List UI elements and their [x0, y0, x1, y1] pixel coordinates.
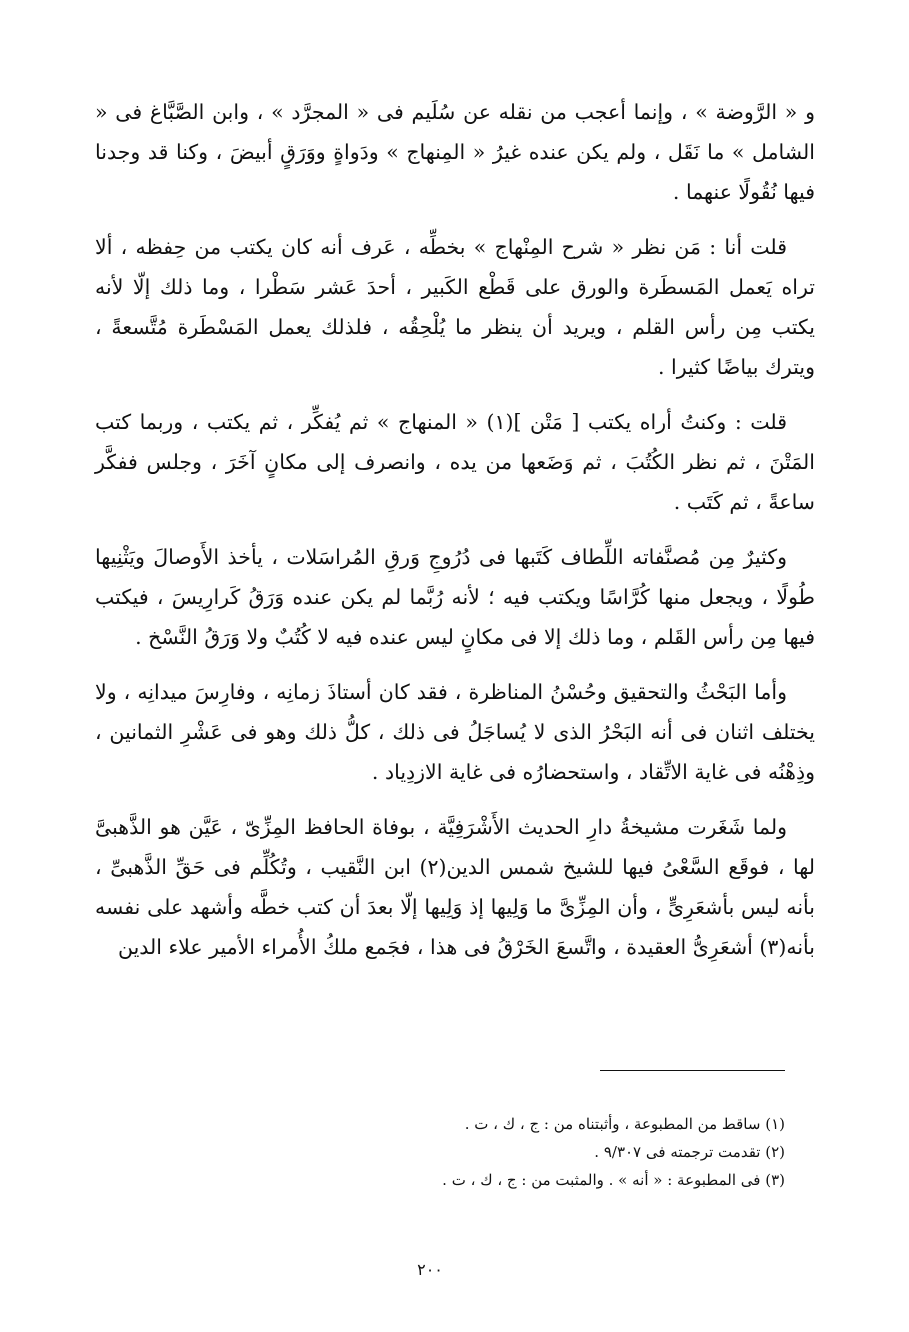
- paragraph-6: ولما شَغَرت مشيخةُ دارِ الحديث الأَشْرَفِيَّة ، بوفاة الحافظ المِزِّىّ ، عَيَّن هو الذَّهبىَّ لها ، فوقَع السَّعْىُ فيها للشيخ شمس الدين(٢) ابن النَّقيب ، وتُكُلِّم فى حَقِّ الذَّهبىِّ ، بأنه ليس بأشعَرِىٍّ ، وأن المِزِّىَّ ما وَلِيها إذ وَلِيها إلّا بعدَ أن كتب خطَّه وأشهد على نفسه بأنه(٣) أشعَرِىُّ العقيدة ، واتَّسعَ الخَرْقُ فى هذا ، فجَمع ملكُ الأُمراء الأمير علاء الدين: [95, 815, 816, 959]
- paragraph-1: و « الرَّوضة » ، وإنما أعجب من نقله عن سُلَيم فى « المجرَّد » ، وابن الصَّبَّاغ فى « الشامل » ما نَقَل ، ولم يكن عنده غيرُ « المِنهاج » ودَواةٍ ووَرَقٍ أبيضَ ، وكنا قد وجدنا فيها نُقُولًا عنهما .: [95, 100, 815, 204]
- footnote-2: (٢) تقدمت ترجمته فى ٩/٣٠٧ .: [594, 1143, 785, 1161]
- page-number: ٢٠٠: [417, 1260, 443, 1279]
- paragraph-2: قلت أنا : مَن نظر « شرح المِنْهاج » بخطِّه ، عَرف أنه كان يكتب من حِفظه ، ألا تراه يَعمل المَسطَرة والورق على قَطْع الكَبير ، أحدَ عَشر سَطْرا ، وما ذلك إلّا لأنه يكتب مِن رأس القلم ، ويريد أن ينظر ما يُلْحِقُه ، فلذلك يعمل المَسْطَرة مُتَّسعةً ، ويترك بياضًا كثيرا .: [95, 235, 815, 379]
- footnotes: [95, 1110, 785, 1194]
- main-text: [95, 92, 815, 982]
- paragraph-3: قلت : وكنتُ أراه يكتب [ مَتْن ](١) « المنهاج » ثم يُفكِّر ، ثم يكتب ، وربما كتب المَتْنَ ، ثم نظر الكُتُبَ ، ثم وَضَعها من يده ، وانصرف إلى مكانٍ آخَرَ ، وجلس ففكَّر ساعةً ، ثم كَتَب .: [95, 410, 815, 514]
- footnote-1: (١) ساقط من المطبوعة ، وأثبتناه من : ج ، ك ، ت .: [464, 1115, 785, 1133]
- paragraph-4: وكثيرٌ مِن مُصنَّفاته اللِّطاف كَتَبها فى دُرُوجِ وَرقِ المُراسَلات ، يأخذ الأَوصالَ ويَثْنِيها طُولًا ، ويجعل منها كُرَّاسًا ويكتب فيه ؛ لأنه رُبَّما لم يكن عنده وَرَقُ كَرارِيسَ ، فيكتب فيها مِن رأس القَلم ، وما ذلك إلا فى مكانٍ ليس عنده فيه لا كُتُبٌ ولا وَرَقُ النَّسْخ .: [95, 545, 815, 649]
- footnote-divider: [600, 1070, 785, 1071]
- paragraph-5: وأما البَحْثُ والتحقيق وحُسْنُ المناظرة ، فقد كان أستاذَ زمانِه ، وفارِسَ ميدانِه ، ولا يختلف اثنان فى أنه البَحْرُ الذى لا يُساجَلُ فى ذلك ، كلُّ ذلك وهو فى عَشْرِ الثمانين ، وذِهْنُه فى غاية الاتِّقاد ، واستحضارُه فى غاية الازدِياد .: [95, 680, 815, 784]
- footnote-3: (٣) فى المطبوعة : « أنه » . والمثبت من : ج ، ك ، ت .: [442, 1171, 785, 1189]
